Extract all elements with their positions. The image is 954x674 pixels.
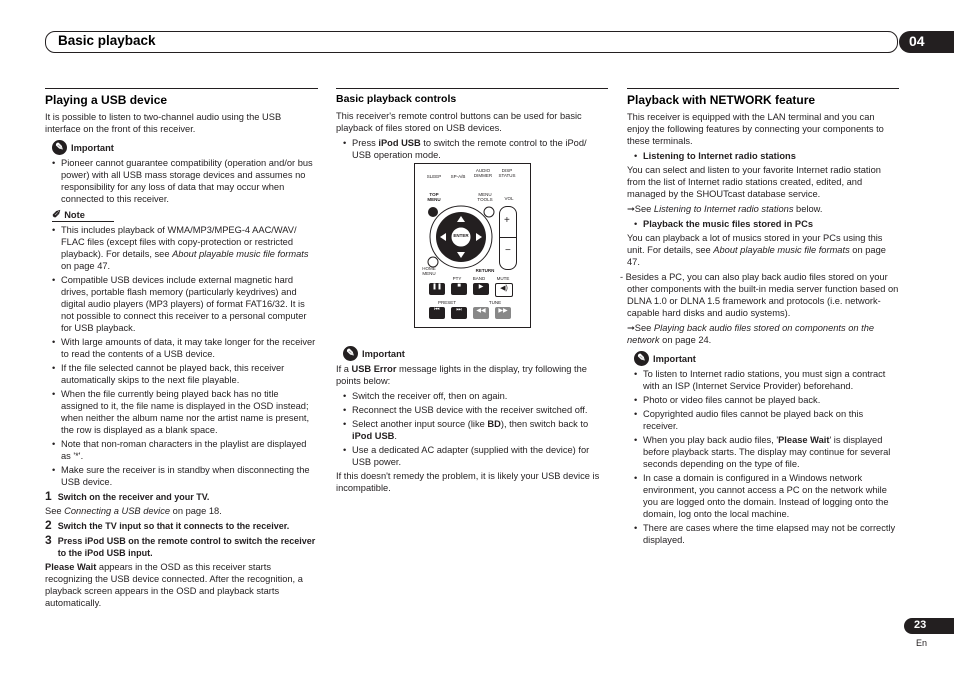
feature-2-see: ➞See Playing back audio files stored on components on the network on page 24.	[627, 323, 875, 345]
stop-icon: ■	[451, 283, 467, 295]
important-label: Important	[362, 348, 405, 359]
list-item: • Reconnect the USB device with the receiver switched off.	[352, 404, 608, 416]
feature-1-see: ➞See Listening to Internet radio stations below.	[627, 204, 823, 214]
list-item: • With large amounts of data, it may take longer for the receiver to read the contents of a USB device.	[61, 336, 318, 360]
remote-label: SP-A/B	[450, 174, 466, 179]
step-3: 3 Press iPod USB on the remote control to switch the receiver to the iPod USB input.	[45, 533, 316, 558]
controls-list	[336, 137, 608, 161]
remote-label: ENTER	[453, 233, 469, 238]
important-heading	[343, 346, 608, 361]
feature-2-dash: - Besides a PC, you can also play back audio files stored on your other components with the built-in media server function based on DLNA 1.0 or DLNA 1.5 framework and protocols (i.e. network-capable hard disks and audio systems).	[620, 272, 899, 318]
list-item: • If the file selected cannot be played back, this receiver automatically skips to the next file playable.	[61, 362, 318, 386]
important-icon: ✎	[52, 140, 67, 155]
usb-error-closing: If this doesn't remedy the problem, it is likely your USB device is incompatible.	[336, 471, 600, 493]
list-item: • Compatible USB devices include external magnetic hard drives, portable flash memory (particularly keydrives) and digital audio players (MP3 players) of format FAT16/32. It is not possible to connect this receiver to a personal computer for USB playback.	[61, 274, 318, 334]
remote-label: MENU TOOLS	[477, 192, 493, 202]
feature-list	[627, 150, 899, 162]
remote-label: PRESET	[437, 300, 456, 305]
remote-label: HOME MENU	[422, 266, 436, 276]
list-item: • Note that non-roman characters in the playlist are displayed as '*'.	[61, 438, 318, 462]
important-heading	[52, 140, 318, 155]
rewind-icon: ◀◀	[473, 307, 489, 319]
chapter-number: 04	[909, 33, 925, 49]
important-list	[627, 368, 899, 546]
list-item: • Press iPod USB to switch the remote control to the iPod/ USB operation mode.	[352, 137, 608, 161]
remote-label: PTY	[452, 276, 462, 281]
list-item: • To listen to Internet radio stations, you must sign a contract with an ISP (Internet Service Provider) beforehand.	[643, 368, 899, 392]
step-1: 1 Switch on the receiver and your TV.	[45, 489, 210, 503]
step-1-see: See Connecting a USB device on page 18.	[45, 506, 222, 516]
note-heading	[52, 209, 114, 222]
remote-label: TOP MENU	[427, 192, 441, 202]
remote-label: BAND	[472, 276, 486, 281]
plus-icon: +	[504, 215, 510, 226]
step-3-body: Please Wait appears in the OSD as this receiver starts recognizing the USB device connected. After the recognition, a playback screen appears in the OSD and playback starts automatically.	[45, 562, 303, 608]
important-heading	[634, 351, 899, 366]
remote-label: TUNE	[488, 300, 502, 305]
feature-2-body: You can playback a lot of musics stored in your PCs using this unit. For details, see About playable music file formats on page 47.	[627, 233, 886, 267]
important-icon: ✎	[634, 351, 649, 366]
pause-icon: ❚❚	[429, 283, 445, 295]
pencil-icon: ✐	[52, 209, 62, 221]
remote-label: RETURN	[475, 268, 495, 273]
list-item: • Select another input source (like BD), then switch back to iPod USB.	[352, 418, 608, 442]
network-section-title: Playback with NETWORK feature	[627, 93, 816, 107]
important-icon: ✎	[343, 346, 358, 361]
language-code: En	[916, 638, 928, 648]
section-rule	[336, 88, 608, 89]
remote-label: VOL	[504, 196, 514, 201]
list-item: • When you play back audio files, 'Please Wait' is displayed before playback starts. The display may continue for several seconds depending on the type of file.	[643, 434, 899, 470]
page-number: 23	[914, 619, 927, 631]
minus-icon: −	[505, 245, 511, 256]
list-item: • When the file currently being played back has no title assigned to it, the file name is displayed in the OSD instead; when neither the album name nor the artist name is present, the row is displayed as a blank space.	[61, 388, 318, 436]
list-item: • This includes playback of WMA/MP3/MPEG-4 AAC/WAV/ FLAC files (except files with copy-protection or restricted playback). For details, see About playable music file formats on page 47.	[61, 224, 318, 272]
list-item: • Listening to Internet radio stations	[643, 150, 899, 162]
list-item: • In case a domain is configured in a Windows network environment, you cannot access a PC on the network while you are logged onto the domain. Instead of logging onto the domain, log onto the local machine.	[643, 472, 899, 520]
section-title: Basic playback	[58, 33, 156, 48]
usb-error-list	[336, 390, 608, 468]
next-track-icon: ⏭	[451, 307, 467, 319]
network-intro: This receiver is equipped with the LAN terminal and you can enjoy the following features by connecting your components to these terminals.	[627, 112, 884, 146]
right-column	[620, 88, 899, 548]
feature-list	[627, 218, 899, 230]
remote-label: MUTE	[496, 276, 510, 281]
mute-icon: ◀)	[495, 283, 513, 297]
usb-section-title: Playing a USB device	[45, 93, 168, 107]
previous-track-icon: ⏮	[429, 307, 445, 319]
remote-label: SLEEP	[426, 174, 442, 179]
step-2: 2 Switch the TV input so that it connects to the receiver.	[45, 518, 290, 532]
usb-error-intro: If a USB Error message lights in the display, try following the points below:	[336, 364, 587, 386]
list-item: • Copyrighted audio files cannot be played back on this receiver.	[643, 408, 899, 432]
list-item: • Make sure the receiver is in standby when disconnecting the USB device.	[61, 464, 318, 488]
section-header-bar	[45, 31, 898, 53]
usb-intro: It is possible to listen to two-channel audio using the USB interface on the front of this receiver.	[45, 112, 282, 134]
left-column	[45, 88, 318, 612]
play-icon: ▶	[473, 283, 489, 295]
note-list	[45, 224, 318, 488]
list-item: • There are cases where the time elapsed may not be correctly displayed.	[643, 522, 899, 546]
list-item: • Playback the music files stored in PCs	[643, 218, 899, 230]
list-item: • Pioneer cannot guarantee compatibility (operation and/or bus power) with all USB mass storage devices and assumes no responsibility for any loss of data that may occur when connected to this receiver.	[61, 157, 318, 205]
page-number-tab	[904, 618, 954, 634]
section-rule	[45, 88, 318, 89]
important-list	[45, 157, 318, 205]
feature-1-body: You can select and listen to your favorite Internet radio station from the list of Internet radio stations created, edited, and managed by the SHOUTcast database service.	[627, 165, 881, 199]
note-label: Note	[64, 210, 85, 220]
remote-label: DISP STATUS	[498, 168, 516, 178]
important-label: Important	[653, 353, 696, 364]
important-label: Important	[71, 142, 114, 153]
list-item: • Photo or video files cannot be played back.	[643, 394, 899, 406]
volume-rocker	[499, 206, 517, 270]
controls-title: Basic playback controls	[336, 93, 457, 105]
remote-label: AUDIO DIMMER	[473, 168, 493, 178]
list-item: • Use a dedicated AC adapter (supplied with the device) for USB power.	[352, 444, 608, 468]
chapter-tab	[899, 31, 954, 53]
section-rule	[627, 88, 899, 89]
controls-intro: This receiver's remote control buttons can be used for basic playback of files stored on USB devices.	[336, 111, 582, 133]
list-item: • Switch the receiver off, then on again.	[352, 390, 608, 402]
fast-forward-icon: ▶▶	[495, 307, 511, 319]
remote-control-illustration	[414, 163, 531, 328]
